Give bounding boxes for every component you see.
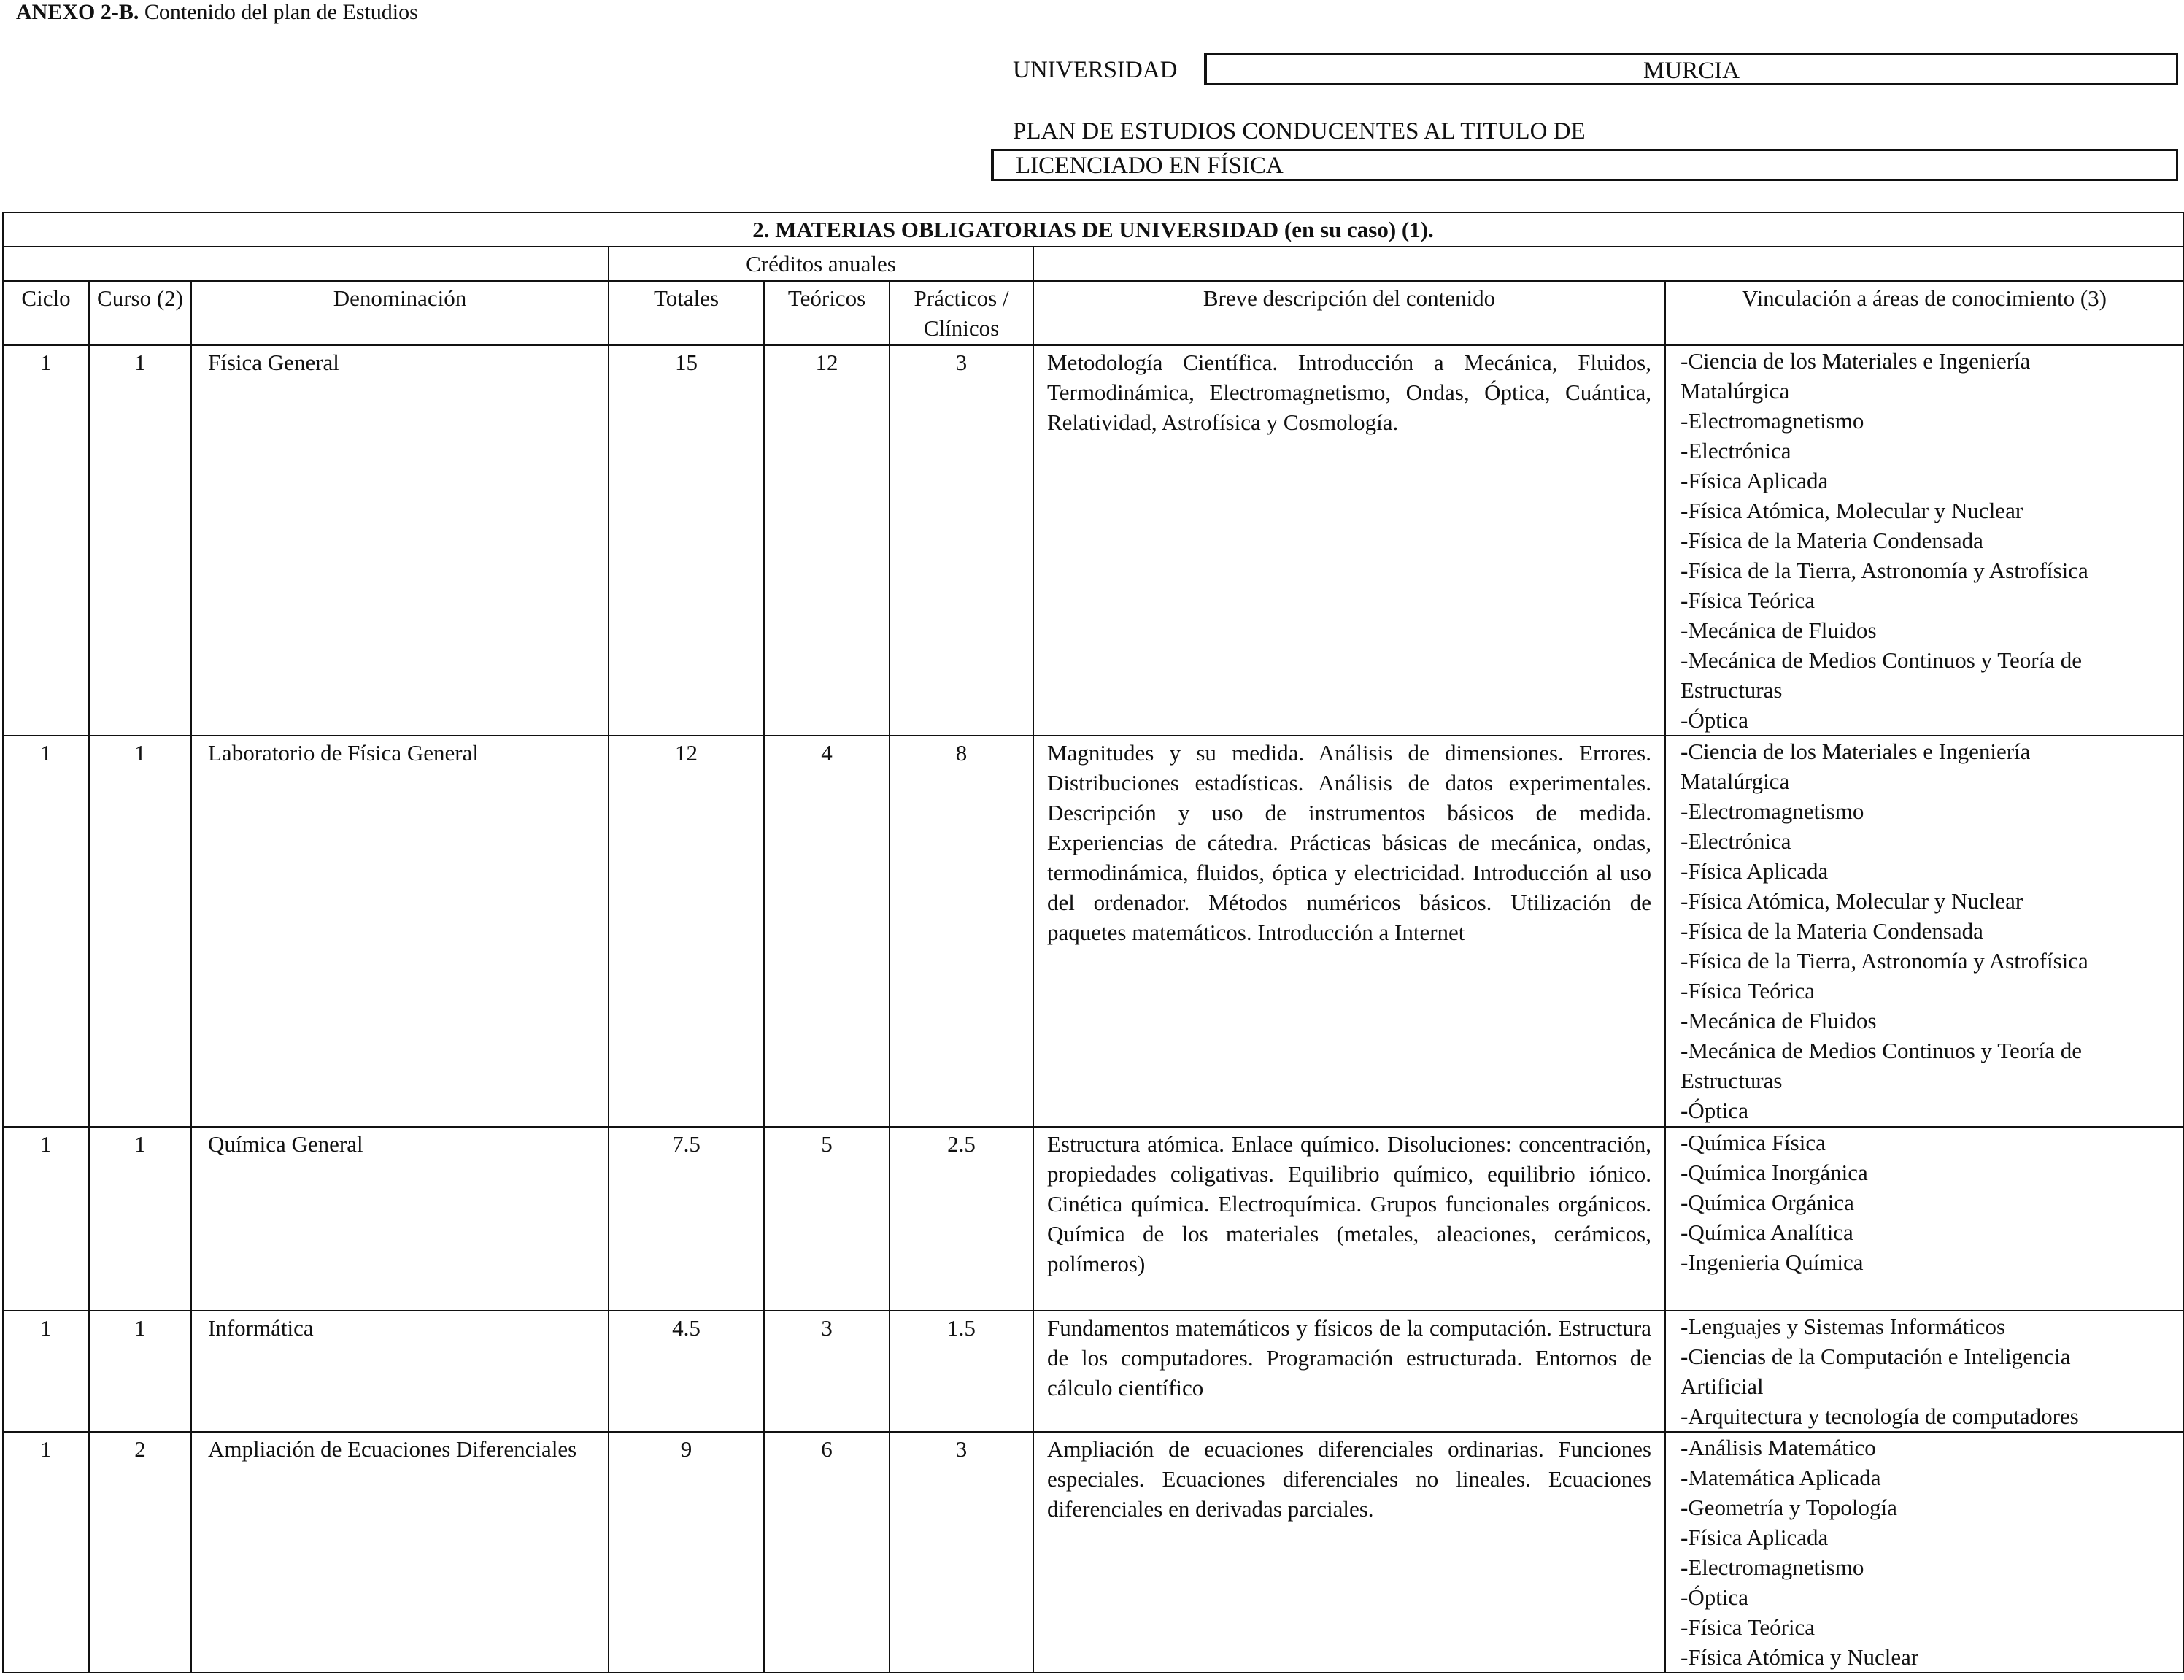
vinculacion-cell: [1665, 1432, 2183, 1673]
col-practicos: Prácticos / Clínicos: [890, 281, 1033, 345]
totales-cell: 9: [609, 1432, 764, 1673]
area-item: -Electromagnetismo: [1681, 408, 1864, 434]
col-teoricos: Teóricos: [764, 281, 890, 345]
annex-number: ANEXO 2-B.: [16, 0, 139, 24]
curso-cell: 1: [89, 736, 191, 1127]
practicos-cell: 2.5: [890, 1127, 1033, 1311]
teoricos-cell: 5: [764, 1127, 890, 1311]
area-item: -Química Inorgánica: [1681, 1160, 1868, 1185]
area-item: -Mecánica de Fluidos: [1681, 1008, 1877, 1033]
ciclo-cell: 1: [3, 345, 89, 736]
teoricos-cell: 12: [764, 345, 890, 736]
area-item: -Óptica: [1681, 707, 1748, 733]
descripcion-cell: Magnitudes y su medida. Análisis de dimensiones. Errores. Distribuciones estadísticas. Análisis de datos experimentales. Descripción y uso de instrumentos básicos de medida. Experiencias de cátedra. Prácticas básicas de mecánica, ondas, termodinámica, fluidos, óptica y electricidad. Introducción al uso del ordenador. Métodos numéricos básicos. Utilización de paquetes matemáticos. Introducción a Internet: [1033, 736, 1665, 1127]
area-item: -Física de la Materia Condensada: [1681, 528, 1983, 553]
col-totales: Totales: [609, 281, 764, 345]
area-item: -Lenguajes y Sistemas Informáticos: [1681, 1314, 2006, 1339]
ciclo-cell: 1: [3, 1127, 89, 1311]
denominacion-cell: Ampliación de Ecuaciones Diferenciales: [191, 1432, 609, 1673]
col-ciclo: Ciclo: [3, 281, 89, 345]
totales-cell: 15: [609, 345, 764, 736]
area-item: -Química Orgánica: [1681, 1190, 1854, 1215]
area-item: Matalúrgica: [1681, 378, 1790, 404]
area-item: -Física Aplicada: [1681, 1525, 1829, 1550]
area-item: -Óptica: [1681, 1098, 1748, 1123]
teoricos-cell: 6: [764, 1432, 890, 1673]
curso-cell: 1: [89, 1311, 191, 1432]
totales-cell: 4.5: [609, 1311, 764, 1432]
descripcion-cell: Fundamentos matemáticos y físicos de la computación. Estructura de los computadores. Programación estructurada. Entornos de cálculo científico: [1033, 1311, 1665, 1432]
area-item: -Electromagnetismo: [1681, 798, 1864, 824]
area-item: -Mecánica de Medios Continuos y Teoría de: [1681, 647, 2082, 673]
practicos-cell: 3: [890, 1432, 1033, 1673]
ciclo-cell: 1: [3, 736, 89, 1127]
area-item: Artificial: [1681, 1373, 1764, 1399]
area-item: -Geometría y Topología: [1681, 1495, 1897, 1520]
table-row: [3, 1432, 2183, 1673]
table-row: [3, 1127, 2183, 1311]
denominacion-cell: Laboratorio de Física General: [191, 736, 609, 1127]
denominacion-cell: Física General: [191, 345, 609, 736]
plan-label: PLAN DE ESTUDIOS CONDUCENTES AL TITULO DE: [1013, 118, 1586, 145]
area-item: -Física Atómica, Molecular y Nuclear: [1681, 498, 2023, 523]
vinculacion-cell: [1665, 1311, 2183, 1432]
col-descripcion: Breve descripción del contenido: [1033, 281, 1665, 345]
area-item: Estructuras: [1681, 677, 1783, 703]
curso-cell: 2: [89, 1432, 191, 1673]
ciclo-cell: 1: [3, 1432, 89, 1673]
area-item: -Física de la Materia Condensada: [1681, 918, 1983, 944]
area-item: Estructuras: [1681, 1068, 1783, 1093]
area-item: -Mecánica de Fluidos: [1681, 617, 1877, 643]
practicos-cell: 3: [890, 345, 1033, 736]
ciclo-cell: 1: [3, 1311, 89, 1432]
vinculacion-cell: [1665, 1127, 2183, 1311]
vinculacion-cell: [1665, 736, 2183, 1127]
descripcion-cell: Metodología Científica. Introducción a Mecánica, Fluidos, Termodinámica, Electromagnetismo, Ondas, Óptica, Cuántica, Relatividad, Astrofísica y Cosmología.: [1033, 345, 1665, 736]
area-item: -Física Aplicada: [1681, 468, 1829, 493]
descripcion-cell: Estructura atómica. Enlace químico. Disoluciones: concentración, propiedades coligativas. Equilibrio químico, equilibrio iónico. Cinética química. Electroquímica. Grupos funcionales orgánicos. Química de los materiales (metales, aleaciones, cerámicos, polímeros): [1033, 1127, 1665, 1311]
materias-table: [2, 212, 2184, 1673]
plan-title-field: LICENCIADO EN FÍSICA: [991, 149, 2178, 181]
area-item: -Física Atómica y Nuclear: [1681, 1644, 1919, 1670]
practicos-cell: 8: [890, 736, 1033, 1127]
table-row: [3, 345, 2183, 736]
credits-group-row: [3, 247, 2183, 281]
area-item: -Electrónica: [1681, 828, 1791, 854]
teoricos-cell: 4: [764, 736, 890, 1127]
blank-cell: [3, 247, 609, 281]
area-item: -Mecánica de Medios Continuos y Teoría de: [1681, 1038, 2082, 1063]
area-item: -Arquitectura y tecnología de computadores: [1681, 1403, 2079, 1429]
vinculacion-cell: [1665, 345, 2183, 736]
blank-cell: [1033, 247, 2183, 281]
teoricos-cell: 3: [764, 1311, 890, 1432]
col-curso: Curso (2): [89, 281, 191, 345]
column-header-row: [3, 281, 2183, 345]
denominacion-cell: Química General: [191, 1127, 609, 1311]
area-item: -Física Teórica: [1681, 587, 1816, 613]
area-item: Matalúrgica: [1681, 768, 1790, 794]
denominacion-cell: Informática: [191, 1311, 609, 1432]
area-item: -Ciencia de los Materiales e Ingeniería: [1681, 348, 2031, 374]
area-item: -Matemática Aplicada: [1681, 1465, 1881, 1490]
area-item: -Ingenieria Química: [1681, 1249, 1864, 1275]
practicos-cell: 1.5: [890, 1311, 1033, 1432]
area-item: -Física Atómica, Molecular y Nuclear: [1681, 888, 2023, 914]
curso-cell: 1: [89, 345, 191, 736]
curso-cell: 1: [89, 1127, 191, 1311]
area-item: -Física Teórica: [1681, 978, 1816, 1003]
area-item: -Ciencias de la Computación e Inteligencia: [1681, 1344, 2071, 1369]
table-row: [3, 736, 2183, 1127]
area-item: -Física Aplicada: [1681, 858, 1829, 884]
descripcion-cell: Ampliación de ecuaciones diferenciales ordinarias. Funciones especiales. Ecuaciones diferenciales no lineales. Ecuaciones diferenciales en derivadas parciales.: [1033, 1432, 1665, 1673]
totales-cell: 12: [609, 736, 764, 1127]
table-title: 2. MATERIAS OBLIGATORIAS DE UNIVERSIDAD (en su caso) (1).: [3, 212, 2183, 247]
annex-title: Contenido del plan de Estudios: [139, 0, 418, 24]
area-item: -Física Teórica: [1681, 1614, 1816, 1640]
area-item: -Electrónica: [1681, 438, 1791, 463]
col-vinculacion: Vinculación a áreas de conocimiento (3): [1665, 281, 2183, 345]
creditos-anuales-header: Créditos anuales: [609, 247, 1033, 281]
area-item: -Análisis Matemático: [1681, 1435, 1876, 1460]
area-item: -Física de la Tierra, Astronomía y Astrofísica: [1681, 558, 2088, 583]
area-item: -Química Física: [1681, 1130, 1826, 1155]
table-row: [3, 1311, 2183, 1432]
universidad-field: MURCIA: [1204, 53, 2178, 85]
col-denominacion: Denominación: [191, 281, 609, 345]
table-title-row: [3, 212, 2183, 247]
area-item: -Química Analítica: [1681, 1219, 1853, 1245]
area-item: -Electromagnetismo: [1681, 1554, 1864, 1580]
area-item: -Óptica: [1681, 1584, 1748, 1610]
area-item: -Ciencia de los Materiales e Ingeniería: [1681, 739, 2031, 764]
totales-cell: 7.5: [609, 1127, 764, 1311]
universidad-label: UNIVERSIDAD: [1013, 57, 1178, 83]
annex-heading: [16, 0, 418, 25]
area-item: -Física de la Tierra, Astronomía y Astrofísica: [1681, 948, 2088, 974]
